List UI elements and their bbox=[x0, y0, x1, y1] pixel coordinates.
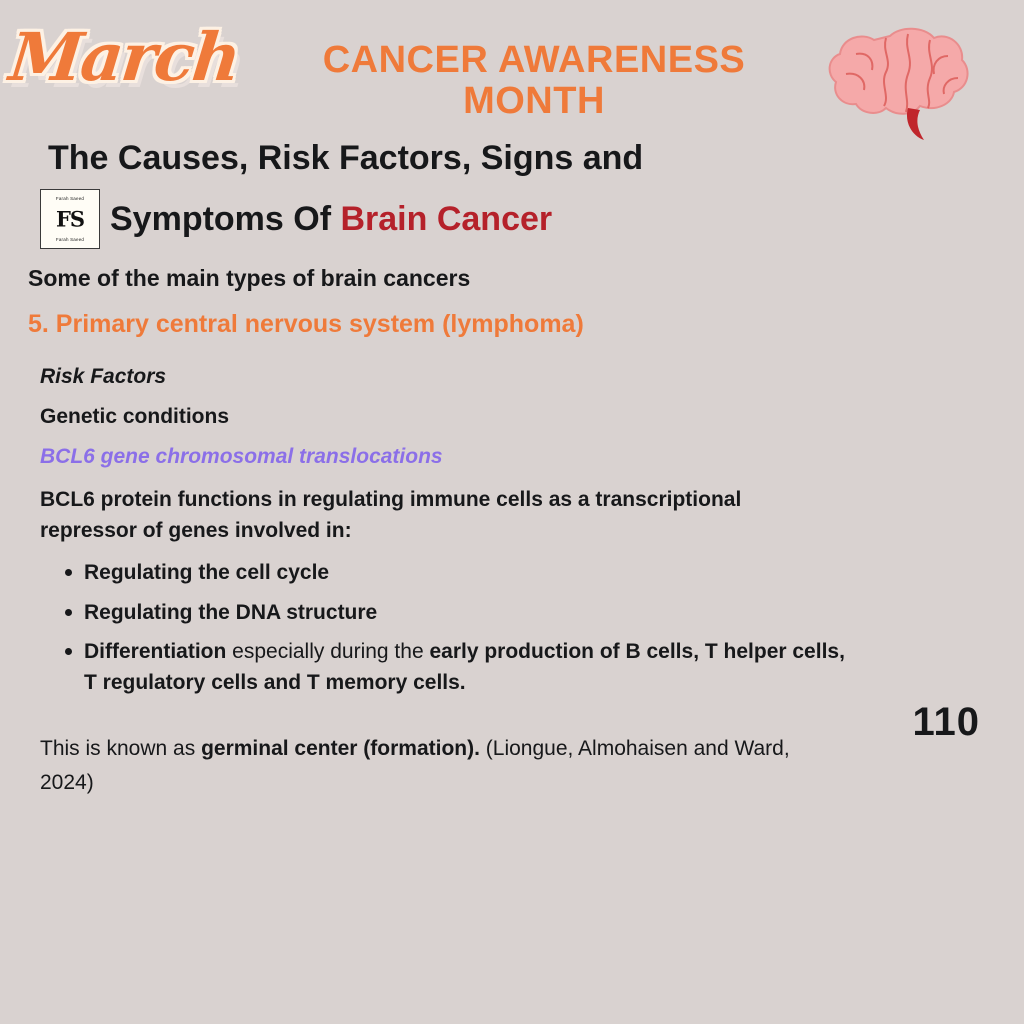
brain-icon bbox=[812, 12, 1012, 142]
list-item-rest: especially during the bbox=[226, 640, 430, 664]
closing-prefix: This is known as bbox=[40, 737, 202, 761]
bullet-list bbox=[40, 558, 984, 698]
genetic-conditions-label: Genetic conditions bbox=[40, 405, 230, 429]
list-item-bold: Regulating the DNA structure bbox=[84, 600, 378, 624]
closing-citation: (Liongue, Almohaisen and Ward, 2024) bbox=[40, 737, 790, 794]
logo-bottom-text: Farah Saeed bbox=[55, 237, 85, 243]
list-item-bold: Differentiation bbox=[84, 640, 227, 664]
page-title-line2 bbox=[110, 201, 552, 238]
risk-factors-label: Risk Factors bbox=[40, 365, 167, 389]
gene-translocation-line: BCL6 gene chromosomal translocations bbox=[40, 445, 443, 469]
list-item bbox=[84, 637, 854, 698]
awareness-title: CANCER AWARENESS MONTH bbox=[322, 39, 746, 123]
section-heading: 5. Primary central nervous system (lymphoma) bbox=[28, 310, 584, 339]
bcl6-paragraph: BCL6 protein functions in regulating immune cells as a transcriptional repressor of genes involved in: bbox=[40, 488, 742, 542]
content-subtitle: Some of the main types of brain cancers bbox=[28, 265, 471, 292]
content-inner bbox=[28, 365, 984, 799]
slide-content bbox=[0, 249, 1024, 799]
closing-bold: germinal center (formation). bbox=[201, 737, 480, 761]
list-item-bold: Regulating the cell cycle bbox=[84, 561, 330, 585]
month-script-text: March bbox=[5, 18, 243, 96]
list-item bbox=[84, 558, 854, 588]
page-number: 110 bbox=[912, 700, 980, 744]
title-block bbox=[0, 140, 1024, 249]
list-item bbox=[84, 598, 854, 628]
closing-paragraph bbox=[40, 732, 800, 799]
author-logo bbox=[40, 189, 100, 249]
slide-header bbox=[0, 0, 1024, 140]
page-title-line1: The Causes, Risk Factors, Signs and bbox=[48, 139, 644, 177]
logo-top-text: Farah Saeed bbox=[55, 196, 85, 202]
logo-monogram: FS bbox=[55, 206, 85, 232]
page-title-highlight: Brain Cancer bbox=[340, 199, 553, 238]
page-title-line2-prefix: Symptoms Of bbox=[110, 199, 341, 238]
list-item-bold-2: early production of B cells, T helper cells, T regulatory cells and T memory cells. bbox=[84, 640, 845, 694]
